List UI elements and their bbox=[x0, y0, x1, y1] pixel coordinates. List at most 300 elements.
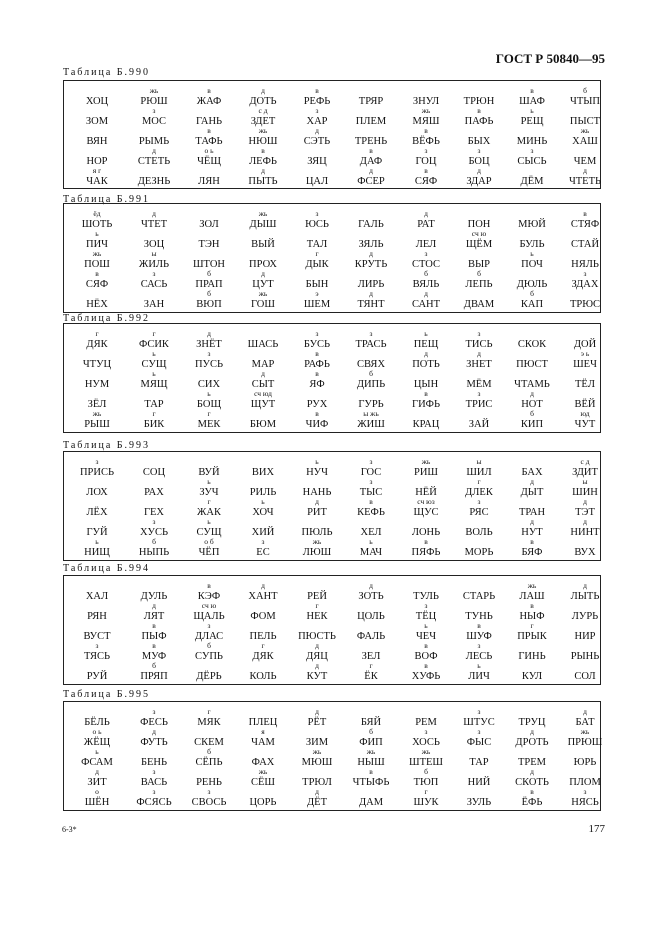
phonetic-mark: в bbox=[424, 537, 428, 546]
syllable-word: ПЫФ bbox=[141, 631, 167, 642]
syllable-word: ХОЧ bbox=[252, 507, 274, 518]
phonetic-mark: з bbox=[477, 389, 481, 398]
phonetic-mark: з bbox=[369, 457, 373, 466]
syllable-word: ДВАМ bbox=[463, 299, 495, 310]
syllable-word: ЧТЫП bbox=[570, 96, 600, 107]
table-row bbox=[64, 622, 600, 644]
table-caption: Таблица Б.995 bbox=[63, 689, 151, 700]
syllable-word: РЕФЬ bbox=[303, 96, 331, 107]
phonetic-mark: б bbox=[207, 269, 211, 278]
phonetic-mark: з bbox=[315, 106, 319, 115]
phonetic-mark: з bbox=[477, 707, 481, 716]
syllable-word: ПРИСЬ bbox=[79, 467, 115, 478]
word-cell bbox=[127, 147, 181, 169]
syllable-word: СУЩ bbox=[141, 359, 167, 370]
syllable-word: ФЫС bbox=[466, 737, 492, 748]
phonetic-mark: д bbox=[152, 727, 156, 736]
word-cell bbox=[558, 582, 612, 604]
phonetic-mark: в bbox=[207, 126, 211, 135]
word-cell bbox=[505, 622, 559, 644]
phonetic-mark: я г bbox=[92, 166, 102, 175]
syllable-word: МЕК bbox=[197, 419, 221, 430]
syllable-word: ЧЕМ bbox=[573, 156, 597, 167]
syllable-word: ТРЕНЬ bbox=[354, 136, 388, 147]
syllable-word: ТРИС bbox=[465, 399, 493, 410]
phonetic-mark: в bbox=[315, 409, 319, 418]
syllable-word: ТРЕМ bbox=[517, 757, 546, 768]
phonetic-mark: в bbox=[207, 86, 211, 95]
syllable-word: ВОЛЬ bbox=[465, 527, 493, 538]
syllable-word: СКОК bbox=[517, 339, 547, 350]
phonetic-mark: б bbox=[369, 369, 373, 378]
phonetic-mark: з bbox=[477, 146, 481, 155]
syllable-word: КЕФЬ bbox=[357, 507, 385, 518]
word-cell bbox=[399, 498, 453, 520]
phonetic-mark: г bbox=[530, 621, 534, 630]
word-cell bbox=[236, 662, 290, 684]
word-cell bbox=[344, 107, 398, 129]
phonetic-mark: з bbox=[424, 249, 428, 258]
phonetic-mark: ь bbox=[530, 106, 534, 115]
phonetic-mark: юд bbox=[580, 409, 590, 418]
word-table bbox=[63, 701, 601, 811]
word-cell bbox=[70, 290, 124, 312]
syllable-word: ЛОНЬ bbox=[411, 527, 441, 538]
phonetic-mark: в bbox=[424, 661, 428, 670]
word-cell bbox=[558, 602, 612, 624]
word-cell bbox=[236, 498, 290, 520]
phonetic-mark: в bbox=[477, 106, 481, 115]
phonetic-mark: в bbox=[424, 389, 428, 398]
phonetic-mark: жь bbox=[149, 86, 159, 95]
syllable-word: ТЁЦ bbox=[415, 611, 437, 622]
word-cell bbox=[558, 518, 612, 540]
phonetic-mark: в bbox=[315, 349, 319, 358]
syllable-word: ЗЁЛ bbox=[87, 399, 107, 410]
word-cell bbox=[505, 167, 559, 189]
word-cell bbox=[452, 390, 506, 412]
phonetic-mark: в bbox=[369, 767, 373, 776]
syllable-word: ЁФЬ bbox=[521, 797, 543, 808]
syllable-word: ТЭН bbox=[198, 239, 220, 250]
word-cell bbox=[344, 330, 398, 352]
word-cell bbox=[127, 410, 181, 432]
table-row bbox=[64, 167, 600, 189]
word-cell bbox=[290, 788, 344, 810]
syllable-word: ПЫТЬ bbox=[248, 176, 278, 187]
phonetic-mark: в bbox=[530, 787, 534, 796]
phonetic-mark: з bbox=[261, 537, 265, 546]
word-cell bbox=[505, 642, 559, 664]
syllable-word: БАТ bbox=[575, 717, 595, 728]
syllable-word: РИШ bbox=[413, 467, 438, 478]
word-cell bbox=[505, 538, 559, 560]
syllable-word: СИХ bbox=[197, 379, 221, 390]
syllable-word: ЦАЛ bbox=[305, 176, 329, 187]
syllable-word: ПОЧ bbox=[521, 259, 543, 270]
syllable-word: ПЮСТЬ bbox=[298, 631, 336, 642]
word-cell bbox=[290, 290, 344, 312]
table-caption: Таблица Б.991 bbox=[63, 194, 151, 205]
phonetic-mark: в bbox=[424, 126, 428, 135]
phonetic-mark: д bbox=[477, 349, 481, 358]
word-cell bbox=[452, 748, 506, 770]
syllable-word: ЗУЛЬ bbox=[466, 797, 492, 808]
phonetic-mark: жь bbox=[258, 289, 268, 298]
syllable-word: ВЯЛЬ bbox=[412, 279, 440, 290]
word-table bbox=[63, 575, 601, 685]
syllable-word: РЯС bbox=[469, 507, 489, 518]
syllable-word: ХИЙ bbox=[251, 527, 275, 538]
syllable-word: НУТ bbox=[521, 527, 543, 538]
phonetic-mark: г bbox=[207, 707, 211, 716]
syllable-word: ШУК bbox=[413, 797, 439, 808]
word-cell bbox=[70, 330, 124, 352]
syllable-word: СКЕМ bbox=[194, 737, 224, 748]
syllable-word: ФЕСЬ bbox=[140, 717, 168, 728]
word-cell bbox=[558, 410, 612, 432]
phonetic-mark: б bbox=[424, 269, 428, 278]
phonetic-mark: сч юд bbox=[254, 389, 272, 398]
syllable-word: МЁМ bbox=[466, 379, 492, 390]
syllable-word: ГИФЬ bbox=[412, 399, 440, 410]
syllable-word: ПРОХ bbox=[249, 259, 277, 270]
word-cell bbox=[558, 210, 612, 232]
phonetic-mark: б bbox=[152, 661, 156, 670]
phonetic-mark: г bbox=[152, 409, 156, 418]
word-cell bbox=[127, 167, 181, 189]
syllable-word: СЯФ bbox=[414, 176, 438, 187]
syllable-word: ВУХ bbox=[574, 547, 596, 558]
syllable-word: СТАРЬ bbox=[462, 591, 496, 602]
syllable-word: ШТУС bbox=[463, 717, 495, 728]
syllable-word: ЗОЦ bbox=[143, 239, 165, 250]
phonetic-mark: в bbox=[152, 641, 156, 650]
syllable-word: ТРУЦ bbox=[518, 717, 546, 728]
phonetic-mark: в bbox=[152, 621, 156, 630]
syllable-word: ДЁМ bbox=[520, 176, 544, 187]
phonetic-mark: д bbox=[530, 727, 534, 736]
syllable-word: РУХ bbox=[306, 399, 328, 410]
syllable-word: БЮМ bbox=[249, 419, 277, 430]
word-cell bbox=[70, 602, 124, 624]
syllable-word: ЗАЙ bbox=[468, 419, 490, 430]
word-cell bbox=[344, 662, 398, 684]
syllable-word: ТАЛ bbox=[306, 239, 328, 250]
phonetic-mark: г bbox=[95, 329, 99, 338]
phonetic-mark: ёд bbox=[93, 209, 101, 218]
syllable-word: ПРЯП bbox=[140, 671, 168, 682]
phonetic-mark: э bbox=[315, 289, 319, 298]
syllable-word: ЗДАР bbox=[466, 176, 492, 187]
syllable-word: ДЯЦ bbox=[306, 651, 328, 662]
phonetic-mark: з bbox=[424, 146, 428, 155]
word-cell bbox=[182, 167, 236, 189]
word-cell bbox=[452, 290, 506, 312]
syllable-word: ЩЁМ bbox=[465, 239, 493, 250]
phonetic-mark: д bbox=[261, 369, 265, 378]
phonetic-mark: д bbox=[261, 581, 265, 590]
syllable-word: ПЫСТ bbox=[569, 116, 601, 127]
syllable-word: ЧТУЦ bbox=[82, 359, 112, 370]
syllable-word: СТОС bbox=[412, 259, 440, 270]
syllable-word: СВОСЬ bbox=[191, 797, 227, 808]
syllable-word: БУЛЬ bbox=[519, 239, 545, 250]
syllable-word: ДУЛЬ bbox=[140, 591, 168, 602]
word-cell bbox=[505, 330, 559, 352]
syllable-word: ЖЁЩ bbox=[83, 737, 111, 748]
table-row bbox=[64, 390, 600, 412]
word-cell bbox=[127, 270, 181, 292]
syllable-word: ЗЕЛ bbox=[361, 651, 381, 662]
syllable-word: ЗДЕТ bbox=[250, 116, 276, 127]
phonetic-mark: в bbox=[369, 497, 373, 506]
phonetic-mark: ы bbox=[151, 249, 157, 258]
phonetic-mark: б bbox=[477, 269, 481, 278]
syllable-word: ПЛЕЦ bbox=[248, 717, 278, 728]
word-cell bbox=[452, 270, 506, 292]
phonetic-mark: б bbox=[530, 409, 534, 418]
syllable-word: ТЮП bbox=[413, 777, 439, 788]
word-cell bbox=[182, 147, 236, 169]
table-row bbox=[64, 727, 603, 750]
syllable-word: ШЁН bbox=[84, 797, 110, 808]
phonetic-mark: з bbox=[315, 209, 319, 218]
word-cell bbox=[505, 107, 559, 129]
table-row bbox=[64, 582, 600, 604]
syllable-word: РАХ bbox=[144, 487, 164, 498]
syllable-word: ФАХ bbox=[251, 757, 275, 768]
syllable-word: БЕНЬ bbox=[140, 757, 168, 768]
word-cell bbox=[127, 210, 181, 232]
syllable-word: ФАЛЬ bbox=[356, 631, 386, 642]
syllable-word: ЖАФ bbox=[196, 96, 222, 107]
word-cell bbox=[182, 87, 236, 109]
phonetic-mark: б bbox=[207, 289, 211, 298]
syllable-word: ФИП bbox=[359, 737, 383, 748]
syllable-word: КОЛЬ bbox=[249, 671, 277, 682]
table-row bbox=[64, 602, 600, 624]
word-cell bbox=[70, 538, 124, 560]
phonetic-mark: ь bbox=[95, 229, 99, 238]
word-cell bbox=[127, 478, 181, 500]
footer-sheet-mark: 6-3* bbox=[62, 825, 77, 834]
syllable-word: ЛИРЬ bbox=[357, 279, 385, 290]
phonetic-mark: д bbox=[315, 661, 319, 670]
syllable-word: ГИНЬ bbox=[518, 651, 546, 662]
syllable-word: ЦЫН bbox=[413, 379, 439, 390]
word-table bbox=[63, 323, 601, 433]
word-cell bbox=[344, 250, 398, 272]
syllable-word: ШОТЬ bbox=[81, 219, 113, 230]
phonetic-mark: г bbox=[261, 641, 265, 650]
phonetic-mark: д bbox=[369, 249, 373, 258]
table-row bbox=[64, 458, 600, 480]
syllable-word: ПЯФЬ bbox=[411, 547, 441, 558]
phonetic-mark: ь bbox=[315, 457, 319, 466]
word-cell bbox=[182, 410, 236, 432]
word-cell bbox=[344, 622, 398, 644]
syllable-word: СТЯФ bbox=[570, 219, 600, 230]
syllable-word: ЧЕЧ bbox=[415, 631, 437, 642]
phonetic-mark: в bbox=[369, 146, 373, 155]
phonetic-mark: ь bbox=[207, 477, 211, 486]
syllable-word: ВЁЙ bbox=[574, 399, 596, 410]
phonetic-mark: д bbox=[583, 707, 587, 716]
syllable-word: ШЕЧ bbox=[573, 359, 597, 370]
syllable-word: БЯЙ bbox=[360, 717, 382, 728]
syllable-word: ДЛАС bbox=[194, 631, 224, 642]
word-cell bbox=[290, 147, 344, 169]
syllable-word: ЧУТ bbox=[574, 419, 596, 430]
syllable-word: ВЫЙ bbox=[251, 239, 275, 250]
syllable-word: ЗОМ bbox=[85, 116, 109, 127]
syllable-word: МИНЬ bbox=[516, 136, 548, 147]
phonetic-mark: з bbox=[152, 269, 156, 278]
syllable-word: ПЮСТ bbox=[516, 359, 548, 370]
word-cell bbox=[558, 167, 612, 189]
syllable-word: ЗНЁТ bbox=[196, 339, 222, 350]
syllable-word: РЕЙ bbox=[307, 591, 327, 602]
syllable-word: ШТЕШ bbox=[408, 757, 443, 768]
syllable-word: САСЬ bbox=[140, 279, 168, 290]
word-cell bbox=[290, 210, 344, 232]
syllable-word: ЗОТЬ bbox=[358, 591, 384, 602]
table-row bbox=[64, 768, 600, 790]
word-cell bbox=[290, 602, 344, 624]
phonetic-mark: б bbox=[152, 537, 156, 546]
syllable-word: СЁШ bbox=[250, 777, 275, 788]
word-cell bbox=[558, 230, 612, 252]
table-row bbox=[64, 478, 600, 500]
syllable-word: ШИЛ bbox=[466, 467, 492, 478]
word-cell bbox=[236, 210, 290, 232]
syllable-word: МОС bbox=[141, 116, 167, 127]
syllable-word: ХУСЬ bbox=[139, 527, 169, 538]
syllable-word: НЫПЬ bbox=[138, 547, 170, 558]
word-cell bbox=[70, 410, 124, 432]
syllable-word: МЯШ bbox=[412, 116, 440, 127]
syllable-word: НОР bbox=[86, 156, 108, 167]
syllable-word: СУПЬ bbox=[195, 651, 223, 662]
phonetic-mark: д bbox=[583, 517, 587, 526]
phonetic-mark: б bbox=[207, 747, 211, 756]
word-cell bbox=[558, 127, 612, 149]
syllable-word: РЫШ bbox=[84, 419, 110, 430]
phonetic-mark: с д bbox=[258, 106, 268, 115]
phonetic-mark: э ь bbox=[580, 349, 590, 358]
word-cell bbox=[344, 768, 398, 790]
syllable-word: СОЛ bbox=[574, 671, 596, 682]
phonetic-mark: жь bbox=[421, 106, 431, 115]
phonetic-mark: д bbox=[261, 86, 265, 95]
word-cell bbox=[399, 458, 453, 480]
word-cell bbox=[236, 602, 290, 624]
phonetic-mark: д bbox=[95, 767, 99, 776]
phonetic-mark: г bbox=[477, 477, 481, 486]
syllable-word: НЮШ bbox=[248, 136, 278, 147]
word-cell bbox=[236, 582, 290, 604]
syllable-word: ФОМ bbox=[250, 611, 276, 622]
syllable-word: ЗАН bbox=[143, 299, 165, 310]
syllable-word: ЕС bbox=[256, 547, 270, 558]
syllable-word: НЯСЬ bbox=[571, 797, 599, 808]
table-row bbox=[64, 410, 600, 432]
syllable-word: НЁЙ bbox=[415, 487, 437, 498]
phonetic-mark: б bbox=[424, 767, 428, 776]
syllable-word: ГЕХ bbox=[143, 507, 165, 518]
syllable-word: ВЮП bbox=[196, 299, 222, 310]
syllable-word: РЕМ bbox=[415, 717, 437, 728]
word-cell bbox=[236, 768, 290, 790]
syllable-word: ЗУЧ bbox=[199, 487, 219, 498]
syllable-word: НЕК bbox=[306, 611, 328, 622]
syllable-word: ХАЛ bbox=[85, 591, 109, 602]
word-cell bbox=[558, 642, 612, 664]
syllable-word: ФСЕР bbox=[357, 176, 385, 187]
syllable-word: СЫСЬ bbox=[517, 156, 547, 167]
word-cell bbox=[236, 642, 290, 664]
word-cell bbox=[558, 662, 612, 684]
syllable-word: СВЯХ bbox=[356, 359, 386, 370]
syllable-word: ДАФ bbox=[359, 156, 383, 167]
word-cell bbox=[558, 728, 612, 750]
word-cell bbox=[452, 728, 506, 750]
syllable-word: САНТ bbox=[411, 299, 441, 310]
syllable-word: ЛЯТ bbox=[143, 611, 165, 622]
table-row bbox=[64, 87, 600, 109]
syllable-word: БЁЛЬ bbox=[84, 717, 110, 728]
syllable-word: ХАНТ bbox=[248, 591, 278, 602]
word-cell bbox=[399, 210, 453, 232]
word-cell bbox=[452, 768, 506, 790]
syllable-word: ПОШ bbox=[84, 259, 110, 270]
word-cell bbox=[290, 498, 344, 520]
syllable-word: ГОШ bbox=[251, 299, 275, 310]
syllable-word: РЯН bbox=[87, 611, 107, 622]
syllable-word: РАТ bbox=[417, 219, 435, 230]
table-row bbox=[64, 370, 600, 392]
syllable-word: БЫХ bbox=[467, 136, 491, 147]
phonetic-mark: жь bbox=[92, 409, 102, 418]
word-cell bbox=[505, 210, 559, 232]
word-cell bbox=[558, 270, 612, 292]
word-cell bbox=[182, 210, 236, 232]
syllable-word: ЁК bbox=[364, 671, 378, 682]
syllable-word: ШИН bbox=[572, 487, 598, 498]
syllable-word: ШЕМ bbox=[303, 299, 331, 310]
syllable-word: НОТ bbox=[521, 399, 543, 410]
syllable-word: ТУНЬ bbox=[465, 611, 493, 622]
phonetic-mark: жь bbox=[527, 581, 537, 590]
word-cell bbox=[182, 788, 236, 810]
phonetic-mark: з bbox=[152, 767, 156, 776]
phonetic-mark: з bbox=[152, 787, 156, 796]
syllable-word: ЖАК bbox=[197, 507, 221, 518]
table-row bbox=[64, 330, 600, 352]
syllable-word: ФСЯСЬ bbox=[136, 797, 172, 808]
syllable-word: ТРАСЬ bbox=[355, 339, 387, 350]
phonetic-mark: д bbox=[530, 477, 534, 486]
syllable-word: ТЁЛ bbox=[575, 379, 595, 390]
word-cell bbox=[452, 582, 506, 604]
phonetic-mark: в bbox=[315, 86, 319, 95]
syllable-word: СЭТЬ bbox=[303, 136, 331, 147]
syllable-word: ПИЧ bbox=[86, 239, 108, 250]
word-cell bbox=[399, 167, 453, 189]
syllable-word: ЧЁЩ bbox=[197, 156, 221, 167]
syllable-word: ХОСЬ bbox=[412, 737, 440, 748]
